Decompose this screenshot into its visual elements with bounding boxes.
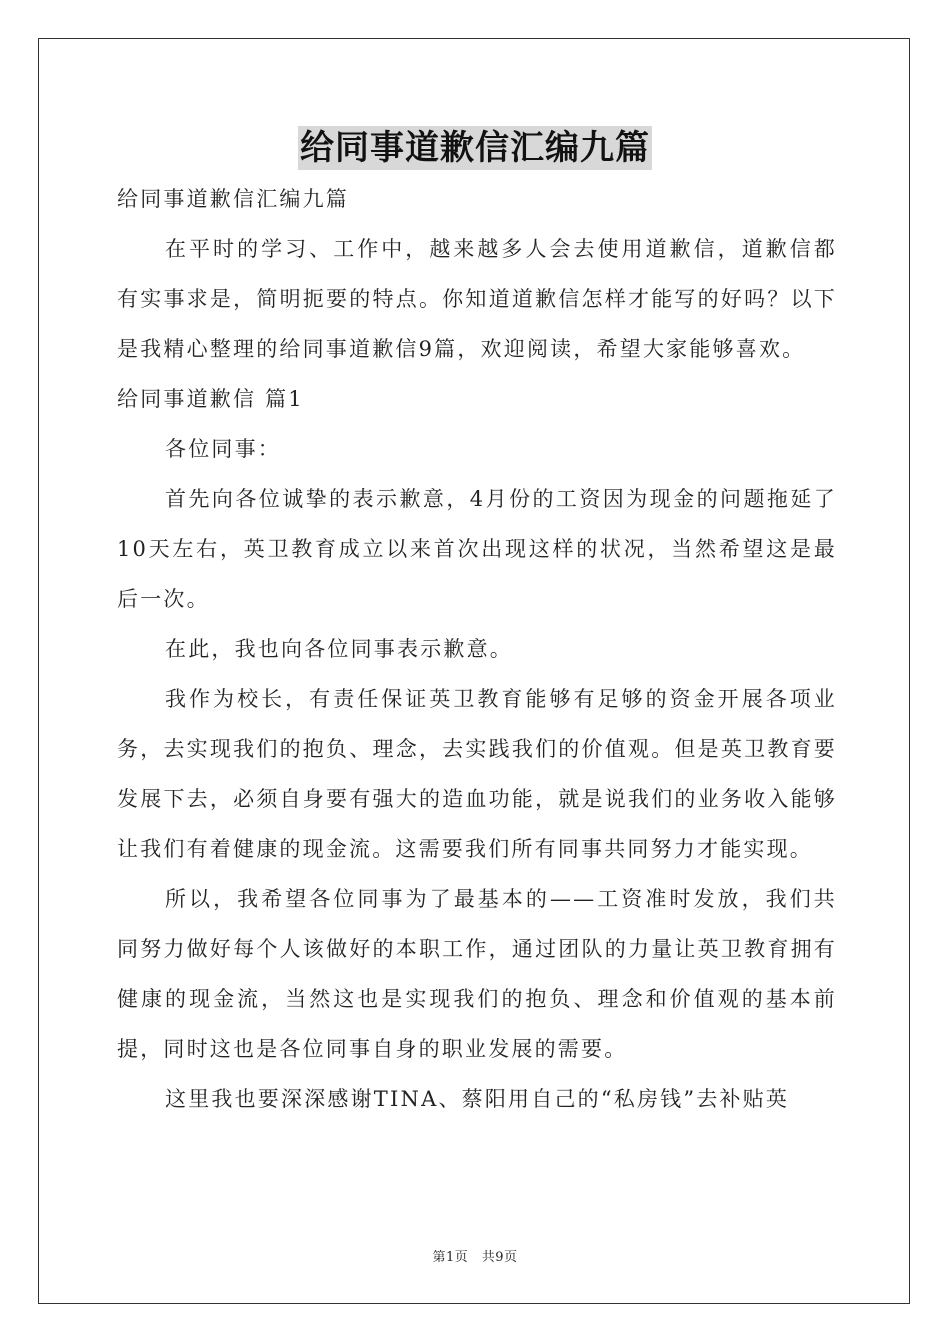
page-number-footer: 第1页 共9页 — [432, 1250, 518, 1265]
paragraph: 首先向各位诚挚的表示歉意，4月份的工资因为现金的问题拖延了10天左右，英卫教育成立以来首次出现这样的状况，当然希望这是最后一次。 — [117, 487, 837, 611]
paragraph: 在平时的学习、工作中，越来越多人会去使用道歉信，道歉信都有实事求是，简明扼要的特点。你知道道歉信怎样才能写的好吗？以下是我精心整理的给同事道歉信9篇，欢迎阅读，希望大家能够喜欢。 — [117, 237, 837, 361]
document-body — [117, 174, 837, 1124]
document-title: 给同事道歉信汇编九篇 — [300, 128, 650, 168]
paragraph: 我作为校长，有责任保证英卫教育能够有足够的资金开展各项业务，去实现我们的抱负、理念，去实践我们的价值观。但是英卫教育要发展下去，必须自身要有强大的造血功能，就是说我们的业务收入能够让我们有着健康的现金流。这需要我们所有同事共同努力才能实现。 — [117, 687, 837, 861]
paragraph: 给同事道歉信汇编九篇 — [117, 187, 349, 211]
paragraph: 在此，我也向各位同事表示歉意。 — [165, 637, 513, 661]
salutation: 各位同事： — [165, 437, 281, 461]
title-container — [0, 126, 950, 170]
paragraph: 这里我也要深深感谢TINA、蔡阳用自己的“私房钱”去补贴英 — [165, 1087, 790, 1111]
paragraph: 所以，我希望各位同事为了最基本的——工资准时发放，我们共同努力做好每个人该做好的本职工作，通过团队的力量让英卫教育拥有健康的现金流，当然这也是实现我们的抱负、理念和价值观的基本前提，同时这也是各位同事自身的职业发展的需要。 — [117, 887, 837, 1061]
section-heading: 给同事道歉信 篇1 — [117, 387, 304, 411]
